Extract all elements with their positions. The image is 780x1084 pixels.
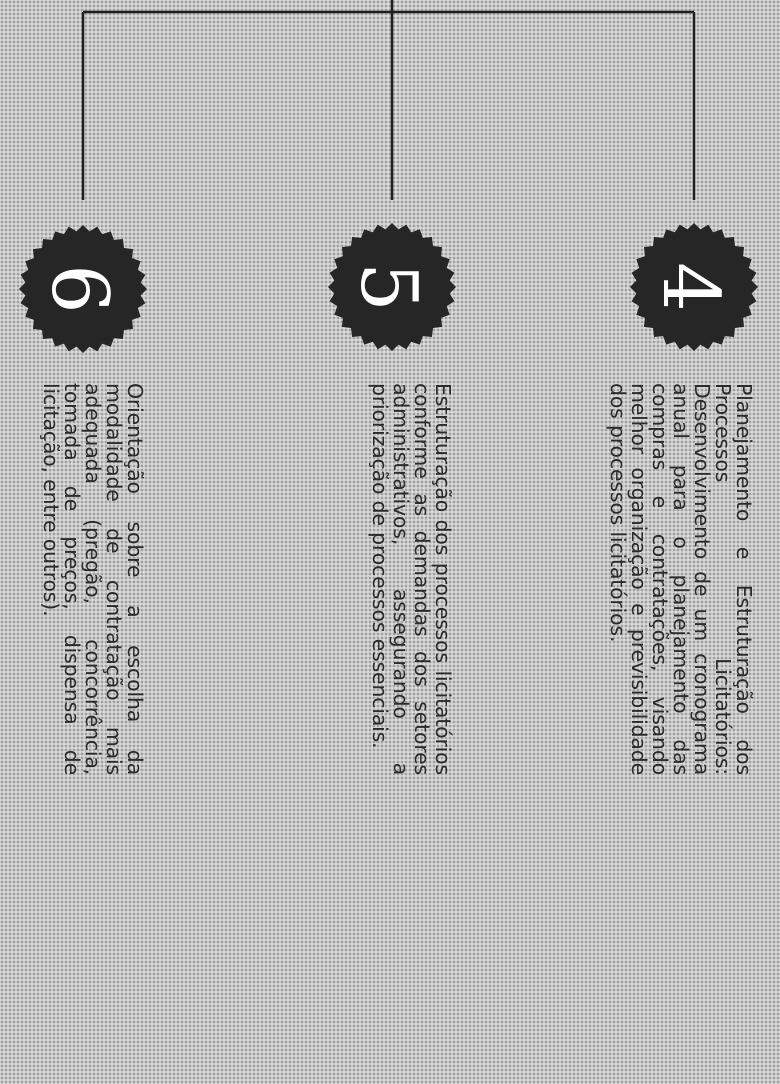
step-text-4: Planejamento e Estruturação dos Processos Licitatórios: Desenvolvimento de um cronograma anual para o planejamento das compras e contratações, visando melhor organização e previsibilidade dos processos licitatórios.: [606, 383, 756, 775]
step-number-5: 5: [343, 262, 433, 312]
step-number-6: 6: [34, 264, 124, 314]
step-badge-5: [327, 222, 457, 352]
step-badge-6: [18, 224, 148, 354]
step-text-6: Orientação sobre a escolha da modalidade de contratação mais adequada (pregão, concorrência, tomada de preços, dispensa de licitação, entre outros).: [39, 383, 147, 775]
step-badge-4: [629, 222, 759, 352]
step-text-5: Estruturação dos processos licitatórios conforme as demandas dos setores administrativos, assegurando a priorização de processos essenciais.: [368, 383, 455, 775]
step-number-4: 4: [645, 262, 735, 312]
